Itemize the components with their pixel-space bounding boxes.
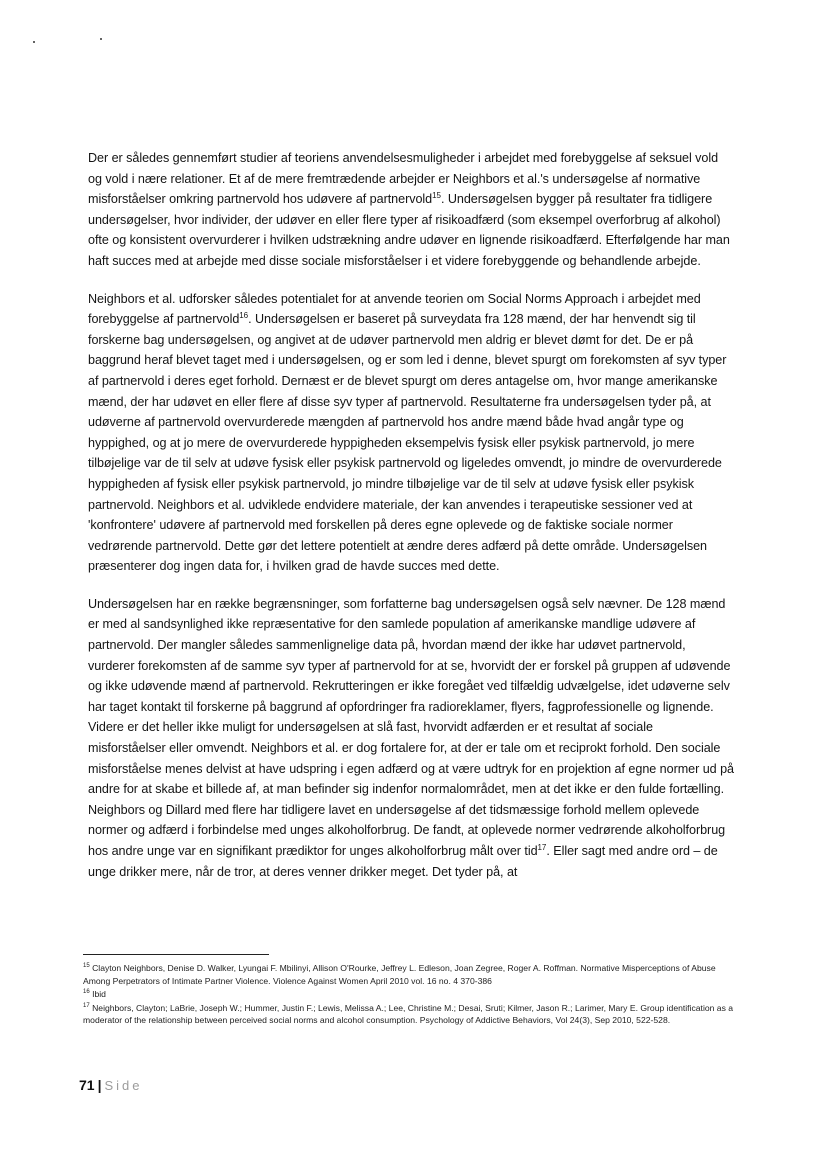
page-label: Side <box>104 1078 143 1093</box>
text-run: Neighbors et al. udforsker således potentialet for at anvende teorien om Social Norms Approach i arbejdet med forebyggelse af partnervold <box>88 291 701 327</box>
paragraph <box>88 289 734 577</box>
footnote-text: Ibid <box>92 989 106 999</box>
scan-speck <box>33 41 35 43</box>
text-run: . Undersøgelsen bygger på resultater fra tidligere undersøgelser, hvor individer, der udøver en eller flere typer af risikoadfærd (som eksempel overforbrug af alkohol) ofte og konsistent overvurderer i hvilken udstrækning andre udøver en lignende risikoadfærd. Efterfølgende har man haft succes med at arbejde med disse sociale misforståelser i et videre forebyggende og behandlende arbejde. <box>88 192 730 268</box>
footnote-number: 15 <box>83 963 90 970</box>
footer-separator: | <box>97 1077 102 1093</box>
text-run: Der er således gennemført studier af teoriens anvendelsesmuligheder i arbejdet med forebyggelse af seksuel vold og vold i nære relationer. Et af de mere fremtrædende arbejder er Neighbors et al.'s undersøgelse af normative misforståelser omkring partnervold hos udøvere af partnervold <box>88 151 719 207</box>
footnote <box>83 962 743 987</box>
footnote <box>83 988 743 1001</box>
footnote-ref: 17 <box>537 842 547 852</box>
footnote-ref: 15 <box>432 191 441 200</box>
text-run: . Undersøgelsen er baseret på surveydata fra 128 mænd, der har henvendt sig til forskerne bag undersøgelsen, og angivet at de udøver partnervold men aldrig er blevet dømt for det. De er på baggrund heraf blevet taget med i undersøgelsen, og er som led i denne, blevet spurgt om forekomsten af syv typer af partnervold i deres eget forhold. Dernæst er de blevet spurgt om deres antagelse om, hvor mange amerikanske mænd, der har udøvet en eller flere af disse syv typer af partnervold. Resultaterne fra undersøgelsen tyder på, at udøverne af partnervold overvurderede mængden af partnervold hos andre mænd både hvad angår type og hyppighed, og at jo mere de overvurderede hyppigheden eksempelvis fysisk eller psykisk partnervold, jo mere tilbøjelige var de til selv at udøve fysisk eller psykisk partnervold og ligeledes omvendt, jo mindre de overvurderede hyppigheden af fysisk eller psykisk partnervold, jo mindre tilbøjelige var de til selv at udøve fysisk eller psykisk partnervold. Neighbors et al. udviklede endvidere materiale, der kan anvendes i terapeutiske sessioner ved at 'konfrontere' udøvere af partnervold med forskellen på deres egne oplevede og de faktiske sociale normer vedrørende partnervold. Dette gør det lettere potentielt at ændre deres adfærd på dette område. Undersøgelsen præsenterer dog ingen data for, i hvilken grad de havde succes med dette. <box>88 312 727 574</box>
footnote-number: 16 <box>83 989 90 996</box>
footnote <box>83 1002 743 1027</box>
scan-speck <box>100 38 102 40</box>
page-number: 71 <box>79 1077 95 1093</box>
paragraph <box>88 594 734 882</box>
page-footer <box>79 1077 143 1093</box>
footnotes <box>83 962 743 1028</box>
paragraph <box>88 148 734 272</box>
footnote-separator <box>83 954 269 955</box>
footnote-number: 17 <box>83 1002 90 1009</box>
text-run: . Eller sagt med andre ord – de unge drikker mere, når de tror, at deres venner drikker meget. Det tyder på, at <box>88 844 718 879</box>
text-run: Undersøgelsen har en række begrænsninger, som forfatterne bag undersøgelsen også selv nævner. De 128 mænd er med al sandsynlighed ikke repræsentative for den samlede population af amerikanske mandlige udøvere af partnervold. Der mangler således sammenlignelige data på, hvordan mænd der ikke har udøvet partnervold, vurderer forekomsten af de samme syv typer af partnervold for at se, hvorvidt der er forskel på gruppen af udøvende og ikke udøvende mænd af partnervold. Rekrutteringen er ikke foregået ved tilfældig udvælgelse, idet udøverne selv har taget kontakt til forskerne på baggrund af opfordringer fra radioreklamer, flyers, fagprofessionelle og lignende. Videre er det heller ikke muligt for undersøgelsen at slå fast, hvorvidt adfærden er et resultat af sociale misforståelser eller omvendt. Neighbors et al. er dog fortalere for, at der er tale om et reciprokt forhold. Den sociale misforståelse menes delvist at have udspring i egen adfærd og at være udtryk for en projektion af egne normer ud på andre for at skabe et billede af, at man befinder sig indenfor normalområdet, men at det ikke er den fulde fortælling. Neighbors og Dillard med flere har tidligere lavet en undersøgelse af det tidsmæssige forhold mellem oplevede normer og adfærd i forbindelse med unges alkoholforbrug. De fandt, at oplevede normer vedrørende alkoholforbrug hos andre unge var en signifikant prædiktor for unges alkoholforbrug målt over tid <box>88 596 734 858</box>
footnote-text: Clayton Neighbors, Denise D. Walker, Lyungai F. Mbilinyi, Allison O'Rourke, Jeffrey L. Edleson, Joan Zegree, Roger A. Roffman. Normative Misperceptions of Abuse Among Perpetrators of Intimate Partner Violence. Violence Against Women April 2010 vol. 16 no. 4 370-386 <box>83 963 716 986</box>
footnote-text: Neighbors, Clayton; LaBrie, Joseph W.; Hummer, Justin F.; Lewis, Melissa A.; Lee, Christine M.; Desai, Sruti; Kilmer, Jason R.; Larimer, Mary E. Group identification as a moderator of the relationship between perceived social norms and alcohol consumption. Psychology of Addictive Behaviors, Vol 24(3), Sep 2010, 522-528. <box>83 1002 734 1025</box>
body-text <box>88 148 734 899</box>
footnote-ref: 16 <box>239 310 249 320</box>
